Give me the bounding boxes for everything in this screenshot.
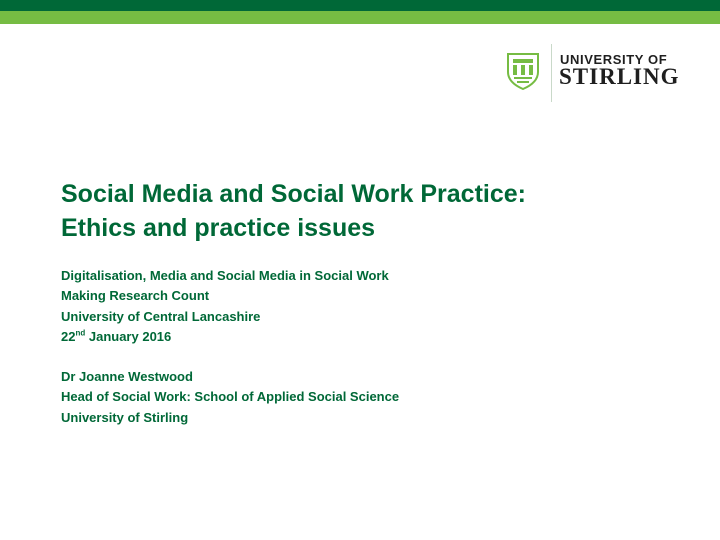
title-line-1: Social Media and Social Work Practice:	[61, 180, 526, 208]
event-date	[61, 327, 661, 347]
slide-details	[61, 266, 661, 428]
event-line-2: Making Research Count	[61, 288, 210, 304]
top-bar-light	[0, 11, 720, 24]
event-line-3: University of Central Lancashire	[61, 308, 261, 324]
date-rest: January 2016	[85, 328, 172, 344]
speaker-role: Head of Social Work: School of Applied Social Science	[61, 389, 400, 405]
speaker-name: Dr Joanne Westwood	[61, 369, 193, 385]
details-spacer	[61, 347, 661, 367]
logo-divider	[551, 44, 552, 102]
title-line-2: Ethics and practice issues	[61, 214, 376, 242]
logo-stirling: STIRLING	[559, 64, 680, 89]
speaker-institution: University of Stirling	[61, 409, 189, 425]
university-crest-icon	[506, 52, 540, 90]
slide-title	[61, 177, 681, 245]
date-suffix: nd	[75, 328, 86, 338]
university-logo	[500, 44, 690, 104]
event-line-1: Digitalisation, Media and Social Media in Social Work	[61, 268, 389, 283]
top-bar-dark	[0, 0, 720, 11]
date-day: 22	[61, 328, 76, 344]
logo-university-of: UNIVERSITY OF	[560, 52, 668, 67]
